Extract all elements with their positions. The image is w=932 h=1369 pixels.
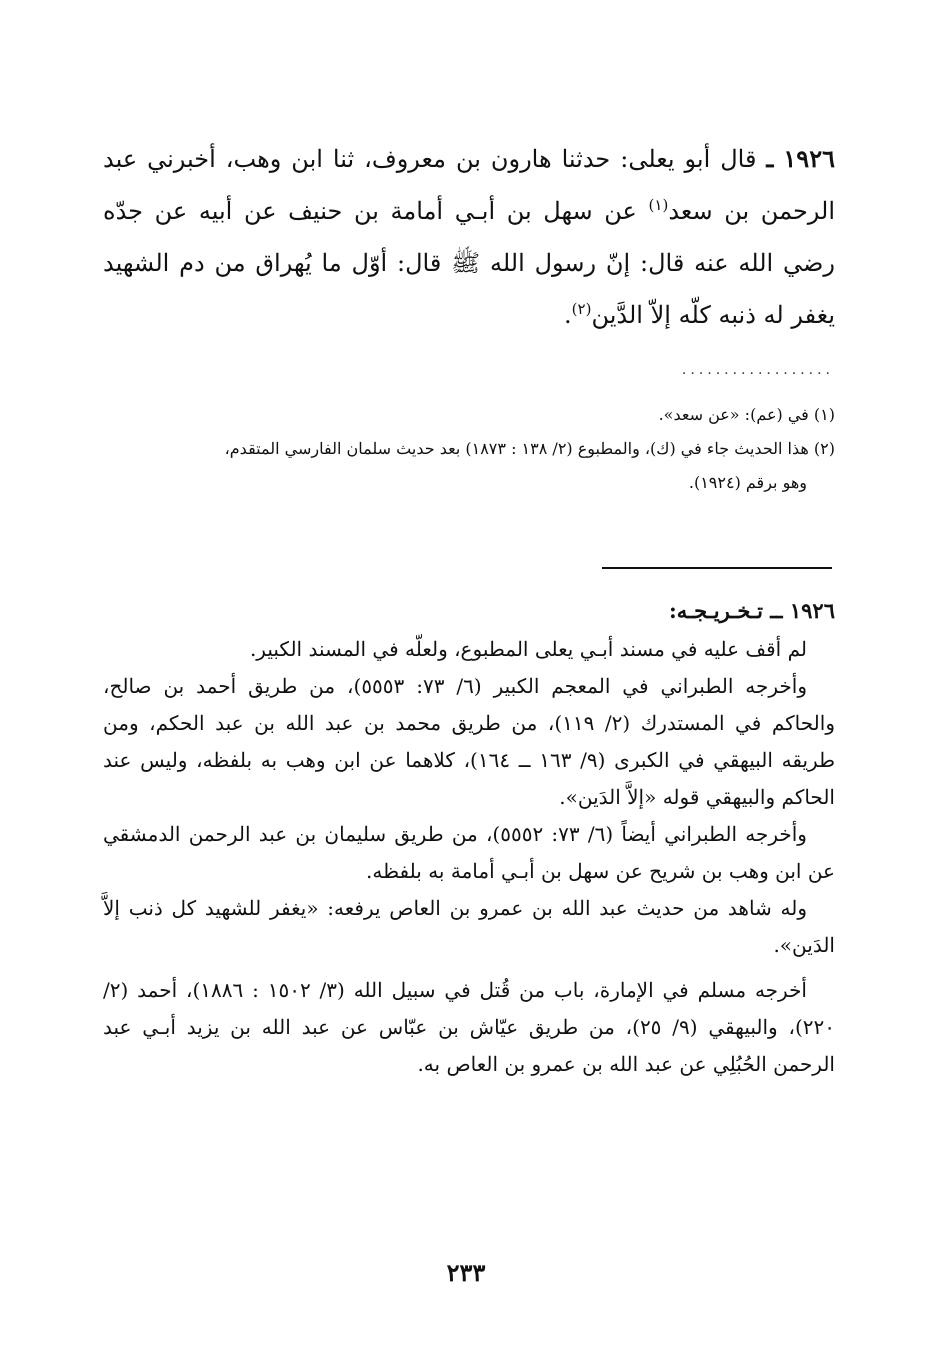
hadith-line-4: عن جدّه رضي الله عنه قال: إنّ رسول الله ﷺ قال: أوّل ما يُهراق من دم (103, 197, 835, 277)
takhrij-paragraph-5: أخرجه مسلم في الإمارة، باب من قُتل في سبيل الله (٣/ ١٥٠٢ : ١٨٨٦)، أحمد (٢/ ٢٢٠)، والبيهقي (٩/ ٢٥)، من طريق عيّاش بن عبّاس عن عبد الله بن يزيد أبـي عبد الرحمن الحُبُلِي عن عبد الله بن عمرو بن العاص به. (103, 978, 835, 1076)
hadith-end-period: . (564, 301, 572, 329)
hadith-line-1: قال أبو يعلى: حدثنا هارون بن معروف، ثنا ابن وهب، (225, 145, 757, 173)
footnote-2: (٢) هذا الحديث جاء في (ك)، والمطبوع (٢/ ١٣٨ : ١٨٧٣) بعد حديث سلمان الفارسي المتقدم، (224, 439, 835, 458)
page-number: ٢٣٣ (446, 1258, 486, 1287)
footnote-ref-1: (١) (648, 196, 669, 214)
takhrij-section (103, 592, 835, 1083)
footnotes (103, 398, 835, 500)
footnote-ref-2: (٢) (571, 300, 592, 318)
section-divider (602, 567, 832, 569)
hadith-number: ١٩٢٦ (783, 144, 835, 173)
footnote-1: (١) في (عم): «عن سعد». (658, 405, 835, 424)
takhrij-paragraph-2: وأخرجه الطبراني في المعجم الكبير (٦/ ٧٣: ٥٥٥٣)، من طريق أحمد بن صالح، والحاكم في المستدرك (٢/ ١١٩)، من طريق محمد بن عبد الله بن عبد الحكم، ومن طريقه البيهقي في الكبرى (٩/ ١٦٣ ــ ١٦٤)، كلاهما عن ابن وهب به بلفظه، وليس عند الحاكم والبيهقي قوله «إلاَّ الدَين». (103, 674, 836, 809)
takhrij-paragraph-3: وأخرجه الطبراني أيضاً (٦/ ٧٣: ٥٥٥٢)، من طريق سليمان بن عبد الرحمن الدمشقي عن ابن وهب بن شريح عن سهل بن أبـي أمامة به بلفظه. (103, 822, 835, 883)
footnote-separator-dots: .................. (681, 362, 834, 378)
hadith-text (103, 133, 835, 341)
footnote-2-continuation: وهو برقم (١٩٢٤). (688, 473, 807, 492)
takhrij-heading: ١٩٢٦ ــ تـخـريـجـه: (668, 598, 835, 623)
hadith-line-5: الشهيد يغفر له ذنبه كلّه إلاّ الدَّين (103, 249, 835, 329)
takhrij-paragraph-4: وله شاهد من حديث عبد الله بن عمرو بن العاص يرفعه: «يغفر للشهيد كل ذنب إلاَّ الدَين». (103, 896, 835, 957)
hadith-dash: ـ (766, 144, 774, 173)
takhrij-paragraph-1: لم أقف عليه في مسند أبـي يعلى المطبوع، ولعلّه في المسند الكبير. (249, 637, 807, 661)
hadith-line-3: عن سهل بن أبـي أمامة بن حنيف عن أبيه (198, 197, 637, 225)
hadith-line-2: أخبرني عبد الرحمن بن سعد (103, 145, 836, 225)
